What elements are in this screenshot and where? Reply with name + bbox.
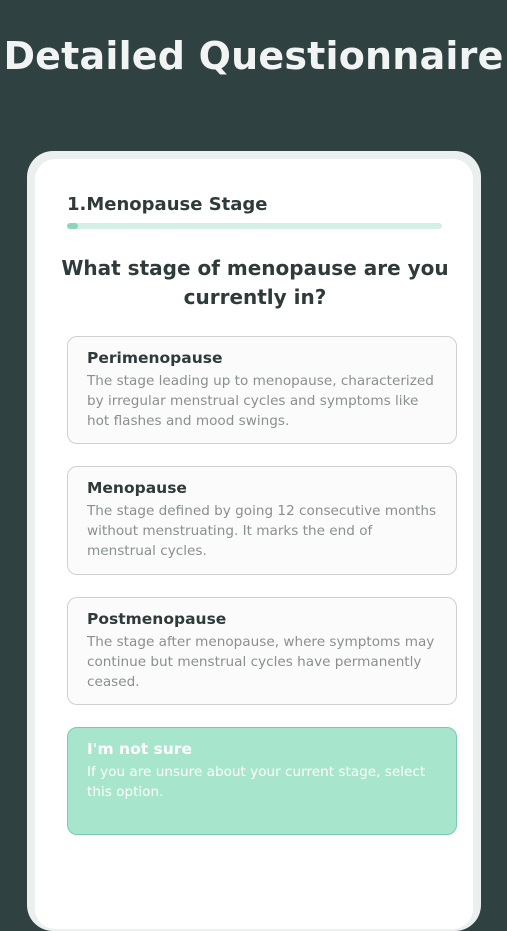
page-title: Detailed Questionnaire <box>3 34 504 78</box>
option-description: The stage after menopause, where symptoms may continue but menstrual cycles have permanently ceased. <box>87 634 435 690</box>
option-title: Perimenopause <box>87 349 223 367</box>
option-postmenopause[interactable] <box>67 597 457 705</box>
option-title: Postmenopause <box>87 610 227 628</box>
option-not-sure[interactable] <box>67 727 457 835</box>
progress-bar-fill <box>67 223 78 229</box>
option-title: I'm not sure <box>87 740 192 758</box>
option-title: Menopause <box>87 479 187 497</box>
question-text: What stage of menopause are you currently in? <box>61 256 449 309</box>
option-menopause[interactable] <box>67 466 457 575</box>
option-perimenopause[interactable] <box>67 336 457 444</box>
option-description: The stage leading up to menopause, characterized by irregular menstrual cycles and symptoms like hot flashes and mood swings. <box>87 373 434 429</box>
option-description: If you are unsure about your current stage, select this option. <box>87 764 426 800</box>
option-description: The stage defined by going 12 consecutive months without menstruating. It marks the end of menstrual cycles. <box>87 503 437 559</box>
section-title: 1.Menopause Stage <box>67 194 268 215</box>
progress-bar <box>67 223 442 229</box>
